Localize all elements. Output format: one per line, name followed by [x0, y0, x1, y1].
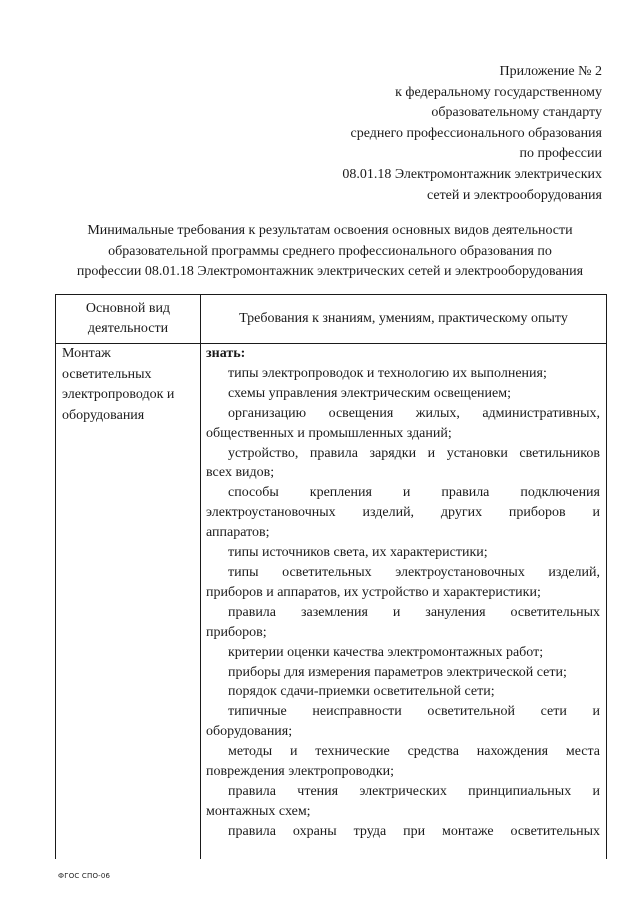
requirement-line: типы источников света, их характеристики; [228, 545, 488, 561]
requirement-line: типы электропроводок и технологию их выполнения; [228, 365, 547, 381]
requirement-line: типы осветительных электроустановочных изделий, [228, 564, 600, 580]
requirement-line: порядок сдачи-приемки осветительной сети; [228, 684, 495, 700]
requirement-line: правила охраны труда при монтаже осветительных [228, 823, 600, 839]
requirement-line: приборов; [206, 624, 267, 640]
column-divider [200, 295, 201, 859]
requirement-line: правила заземления и зануления осветительных [228, 604, 600, 620]
requirement-line: общественных и промышленных зданий; [206, 425, 452, 441]
document-heading [40, 221, 620, 283]
header-requirements-cell: Требования к знаниям, умениям, практическому опыту [239, 311, 568, 326]
appendix-line: среднего профессионального образования [350, 125, 602, 141]
requirement-line: организацию освещения жилых, административных, [228, 405, 600, 421]
heading-line: профессии 08.01.18 Электромонтажник электрических сетей и электрооборудования [76, 264, 584, 279]
activity-cell [62, 344, 198, 426]
activity-line: Монтаж [62, 346, 111, 361]
appendix-block [342, 62, 602, 206]
appendix-line: сетей и электрооборудования [426, 187, 602, 203]
requirement-line: всех видов; [206, 465, 275, 481]
requirement-line: оборудования; [206, 724, 293, 740]
appendix-line: Приложение № 2 [499, 64, 602, 79]
heading-line: образовательной программы среднего профессионального образования по [108, 243, 552, 259]
requirement-line: критерии оценки качества электромонтажных работ; [228, 644, 544, 660]
footer-code: ФГОС СПО-06 [58, 872, 111, 880]
know-label: знать: [206, 346, 246, 361]
requirements-table [55, 294, 607, 859]
requirement-line: повреждения электропроводки; [206, 764, 395, 780]
header-activity-line: Основной вид [85, 301, 171, 316]
requirement-line: методы и технические средства нахождения места [228, 744, 600, 760]
header-activity-cell [56, 299, 200, 339]
requirement-line: приборов и аппаратов, их устройство и характеристики; [206, 584, 541, 600]
appendix-line: образовательному стандарту [431, 105, 602, 121]
heading-line: Минимальные требования к результатам освоения основных видов деятельности [87, 223, 573, 238]
requirements-cell [206, 344, 600, 842]
requirement-line: способы крепления и правила подключения [228, 485, 600, 501]
requirement-line: правила чтения электрических принципиальных и [228, 783, 600, 799]
requirement-line: приборы для измерения параметров электрической сети; [228, 664, 567, 680]
requirement-line: схемы управления электрическим освещением; [228, 385, 511, 401]
header-activity-line: деятельности [87, 321, 169, 336]
requirement-line: типичные неисправности осветительной сети и [228, 704, 600, 720]
appendix-line: 08.01.18 Электромонтажник электрических [342, 166, 602, 182]
requirement-line: аппаратов; [206, 525, 270, 541]
requirement-line: электроустановочных изделий, других приборов и [206, 505, 600, 521]
appendix-line: по профессии [519, 146, 602, 162]
activity-line: электропроводок и [62, 387, 175, 402]
appendix-line: к федеральному государственному [395, 84, 602, 100]
requirement-line: устройство, правила зарядки и установки светильников [228, 445, 600, 461]
activity-line: оборудования [62, 407, 145, 423]
activity-line: осветительных [62, 366, 152, 382]
requirement-line: монтажных схем; [206, 803, 311, 819]
